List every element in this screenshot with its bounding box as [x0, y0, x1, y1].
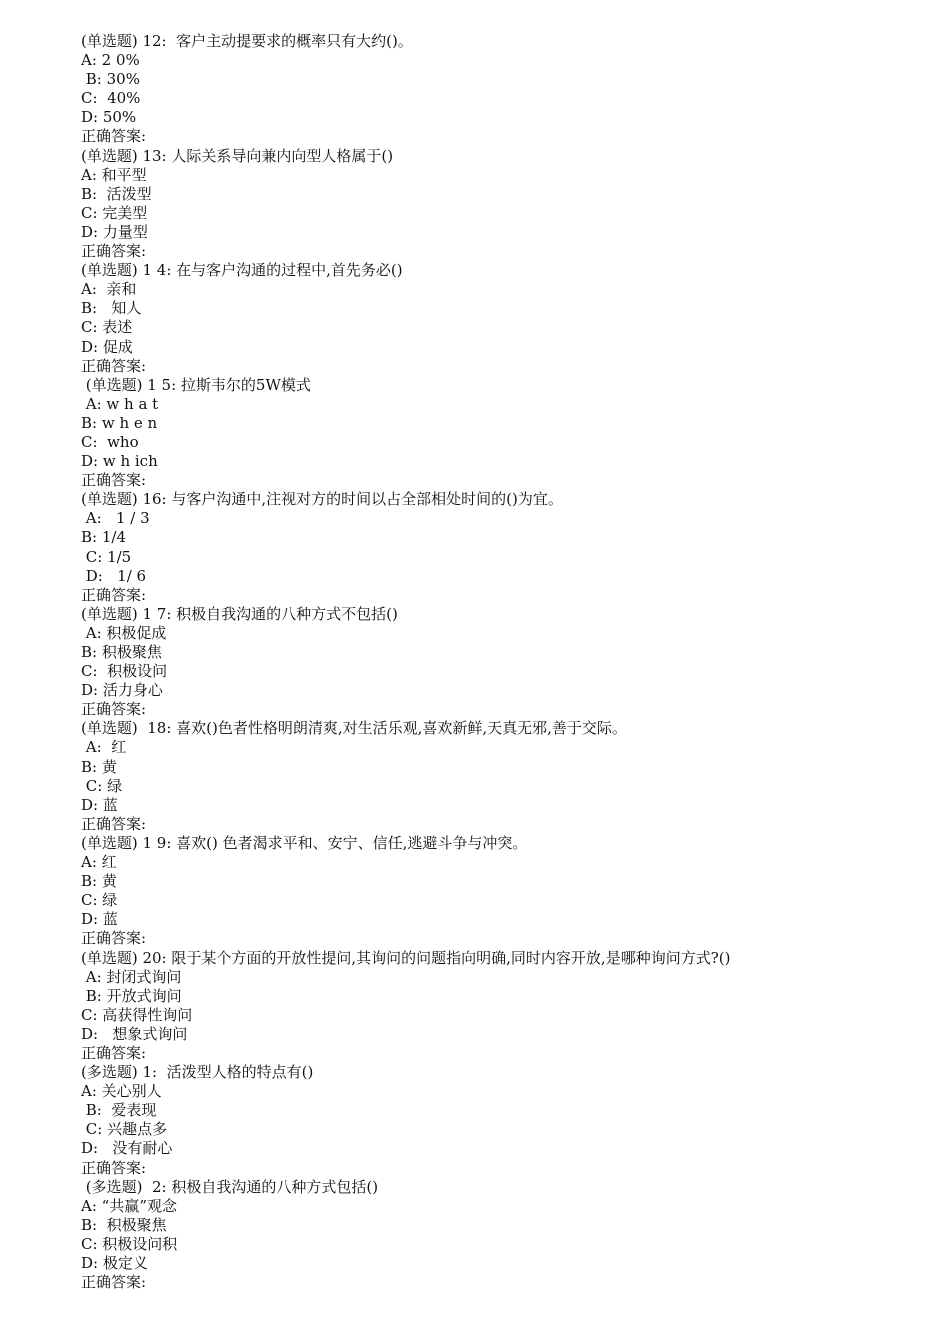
question-block	[81, 1178, 921, 1293]
answer-option: A: 红	[81, 738, 127, 757]
answer-option: D: 极定义	[81, 1254, 148, 1272]
answer-option: A: w h a t	[81, 394, 159, 413]
question-block	[81, 147, 921, 262]
question-block	[81, 376, 921, 491]
answer-option: B: 活泼型	[81, 184, 152, 203]
correct-answer-label: 正确答案:	[81, 356, 147, 375]
correct-answer-label: 正确答案:	[81, 242, 147, 261]
answer-option: C: 绿	[81, 776, 123, 795]
answer-option: C: 绿	[81, 891, 118, 910]
answer-option: B: 爱表现	[81, 1101, 157, 1120]
document-body	[81, 32, 921, 1292]
question-stem: (单选题) 16: 与客户沟通中,注视对方的时间以占全部相处时间的()为宜。	[81, 490, 563, 509]
answer-option: D: 没有耐心	[81, 1139, 173, 1158]
answer-option: D: 力量型	[81, 222, 148, 241]
question-stem: (单选题) 13: 人际关系导向兼内向型人格属于()	[81, 146, 394, 165]
answer-option: A: 红	[81, 853, 117, 872]
answer-option: A: 亲和	[81, 280, 137, 299]
answer-option: C: who	[81, 432, 139, 451]
question-stem: (单选题) 12: 客户主动提要求的概率只有大约()。	[81, 32, 413, 50]
correct-answer-label: 正确答案:	[81, 814, 147, 833]
answer-option: D: 50%	[81, 108, 137, 127]
answer-option: C: 1/5	[81, 547, 132, 566]
correct-answer-label: 正确答案:	[81, 471, 147, 490]
answer-option: D: w h ich	[81, 452, 158, 471]
question-block	[81, 949, 921, 1064]
answer-option: A: 积极促成	[81, 623, 167, 642]
answer-option: C: 积极设问积	[81, 1234, 178, 1253]
correct-answer-label: 正确答案:	[81, 1273, 147, 1292]
question-stem: (多选题) 2: 积极自我沟通的八种方式包括()	[81, 1177, 379, 1196]
answer-option: A: 2 0%	[81, 51, 140, 70]
answer-option: B: w h e n	[81, 413, 158, 432]
answer-option: B: 积极聚焦	[81, 643, 162, 661]
question-block	[81, 605, 921, 720]
question-stem: (单选题) 1 5: 拉斯韦尔的5W模式	[81, 375, 311, 394]
correct-answer-label: 正确答案:	[81, 700, 147, 719]
answer-option: C: 积极设问	[81, 662, 168, 681]
question-stem: (单选题) 1 7: 积极自我沟通的八种方式不包括()	[81, 604, 398, 623]
question-stem: (单选题) 18: 喜欢()色者性格明朗清爽,对生活乐观,喜欢新鲜,天真无邪,善于交际。	[81, 719, 627, 738]
answer-option: B: 30%	[81, 70, 140, 89]
correct-answer-label: 正确答案:	[81, 127, 147, 146]
answer-option: C: 兴趣点多	[81, 1120, 168, 1139]
correct-answer-label: 正确答案:	[81, 585, 147, 604]
question-stem: (多选题) 1: 活泼型人格的特点有()	[81, 1063, 314, 1082]
correct-answer-label: 正确答案:	[81, 929, 147, 948]
answer-option: D: 想象式询问	[81, 1024, 188, 1043]
answer-option: C: 表述	[81, 318, 133, 337]
answer-option: D: 1/ 6	[81, 566, 147, 585]
correct-answer-label: 正确答案:	[81, 1158, 147, 1177]
answer-option: B: 黄	[81, 757, 117, 776]
answer-option: B: 1/4	[81, 528, 126, 547]
answer-option: A: 1 / 3	[81, 509, 150, 528]
answer-option: C: 完美型	[81, 203, 148, 222]
question-stem: (单选题) 1 9: 喜欢() 色者渴求平和、安宁、信任,逃避斗争与冲突。	[81, 833, 528, 852]
answer-option: A: 封闭式询问	[81, 967, 182, 986]
question-block	[81, 32, 921, 147]
answer-option: D: 促成	[81, 337, 133, 356]
question-stem: (单选题) 20: 限于某个方面的开放性提问,其询问的问题指向明确,同时内容开放,是哪种询问方式?()	[81, 948, 731, 967]
answer-option: D: 活力身心	[81, 681, 163, 700]
answer-option: D: 蓝	[81, 910, 118, 929]
question-block	[81, 490, 921, 605]
correct-answer-label: 正确答案:	[81, 1043, 147, 1062]
answer-option: C: 高获得性询问	[81, 1005, 193, 1024]
question-block	[81, 261, 921, 376]
answer-option: B: 积极聚焦	[81, 1215, 167, 1234]
answer-option: B: 开放式询问	[81, 986, 182, 1005]
question-block	[81, 719, 921, 834]
question-block	[81, 834, 921, 949]
question-stem: (单选题) 1 4: 在与客户沟通的过程中,首先务必()	[81, 261, 403, 280]
answer-option: B: 黄	[81, 872, 117, 891]
answer-option: A: 和平型	[81, 165, 147, 184]
answer-option: B: 知人	[81, 299, 142, 318]
answer-option: A: “共赢”观念	[81, 1196, 177, 1215]
question-block	[81, 1063, 921, 1178]
answer-option: A: 关心别人	[81, 1082, 162, 1101]
answer-option: D: 蓝	[81, 795, 118, 814]
answer-option: C: 40%	[81, 89, 141, 108]
